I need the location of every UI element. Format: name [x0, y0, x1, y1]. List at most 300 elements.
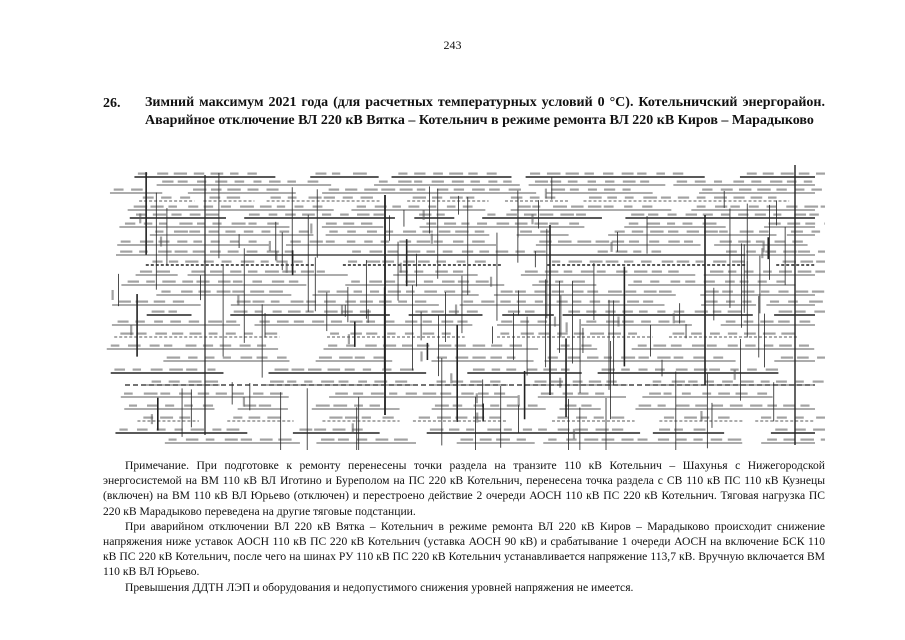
schematic-label-mark [370, 291, 379, 293]
schematic-label-mark [642, 206, 652, 208]
schematic-label-mark [676, 405, 690, 407]
schematic-label-mark [272, 281, 284, 283]
schematic-label-mark [676, 369, 688, 371]
schematic-label-mark [371, 393, 384, 395]
schematic-label-mark [432, 197, 442, 199]
schematic-label-mark [261, 231, 270, 233]
schematic-label-mark [357, 206, 366, 208]
schematic-label-mark [603, 173, 613, 175]
schematic-label-mark [348, 261, 357, 263]
schematic-label-mark [570, 189, 579, 191]
schematic-label-mark [786, 206, 797, 208]
schematic-label-mark [355, 357, 365, 359]
schematic-label-mark [151, 369, 163, 371]
schematic-label-mark [643, 301, 653, 303]
schematic-label-mark [733, 197, 744, 199]
schematic-label-mark [696, 261, 704, 263]
schematic-label-mark [692, 345, 705, 347]
schematic-label-mark [265, 271, 279, 273]
schematic-label-mark [476, 281, 489, 283]
schematic-label-mark [455, 304, 457, 314]
schematic-label-mark [449, 173, 463, 175]
schematic-label-mark [171, 214, 181, 216]
schematic-label-mark [710, 271, 723, 273]
schematic-label-mark [437, 381, 446, 383]
schematic-label-mark [273, 311, 282, 313]
schematic-label-mark [467, 311, 478, 313]
schematic-label-mark [649, 393, 661, 395]
schematic-label-mark [269, 181, 281, 183]
schematic-label-mark [809, 214, 818, 216]
schematic-label-mark [204, 381, 218, 383]
schematic-label-mark [369, 281, 382, 283]
schematic-label-mark [271, 197, 281, 199]
schematic-label-mark [175, 429, 183, 431]
schematic-label-mark [350, 321, 363, 323]
schematic-label-mark [783, 261, 796, 263]
schematic-label-mark [160, 236, 162, 246]
schematic-label-mark [196, 281, 209, 283]
schematic-label-mark [198, 393, 209, 395]
schematic-label-mark [470, 381, 482, 383]
schematic-label-mark [590, 261, 603, 263]
schematic-label-mark [615, 231, 625, 233]
schematic-label-mark [248, 271, 258, 273]
schematic-label-mark [124, 393, 133, 395]
schematic-label-mark [517, 439, 526, 441]
schematic-label-mark [557, 301, 568, 303]
schematic-label-mark [607, 197, 617, 199]
schematic-label-mark [223, 357, 231, 359]
schematic-label-mark [777, 417, 787, 419]
schematic-label-mark [664, 417, 674, 419]
schematic-label-mark [491, 345, 502, 347]
schematic-label-mark [221, 206, 231, 208]
schematic-label-mark [329, 417, 342, 419]
schematic-label-mark [318, 291, 330, 293]
schematic-label-mark [545, 189, 547, 199]
schematic-label-mark [776, 381, 787, 383]
schematic-label-mark [398, 301, 407, 303]
schematic-label-mark [414, 181, 422, 183]
schematic-label-mark [292, 369, 305, 371]
schematic-label-mark [726, 301, 735, 303]
schematic-label-mark [282, 271, 296, 273]
schematic-label-mark [394, 439, 408, 441]
schematic-label-mark [758, 281, 767, 283]
schematic-label-mark [265, 333, 277, 335]
schematic-label-mark [506, 214, 517, 216]
schematic-label-mark [768, 223, 780, 225]
schematic-label-mark [655, 369, 665, 371]
schematic-label-mark [139, 213, 141, 223]
schematic-label-mark [733, 181, 744, 183]
schematic-label-mark [481, 301, 494, 303]
schematic-label-mark [657, 311, 665, 313]
schematic-label-mark [209, 231, 219, 233]
schematic-label-mark [475, 261, 486, 263]
schematic-label-mark [773, 214, 781, 216]
schematic-label-mark [476, 413, 478, 423]
schematic-label-mark [728, 311, 742, 313]
schematic-label-mark [159, 223, 167, 225]
schematic-label-mark [566, 322, 568, 332]
schematic-label-mark [487, 429, 501, 431]
schematic-label-mark [755, 214, 766, 216]
schematic-label-mark [160, 393, 170, 395]
schematic-label-mark [800, 321, 811, 323]
schematic-label-mark [695, 405, 707, 407]
schematic-label-mark [584, 439, 598, 441]
schematic-label-mark [158, 251, 172, 253]
schematic-label-mark [650, 231, 663, 233]
schematic-label-mark [466, 429, 474, 431]
schematic-label-mark [407, 251, 421, 253]
schematic-label-mark [747, 369, 757, 371]
schematic-label-mark [548, 357, 558, 359]
schematic-label-mark [343, 223, 354, 225]
schematic-label-mark [515, 251, 524, 253]
schematic-label-mark [489, 417, 500, 419]
schematic-label-mark [309, 197, 322, 199]
schematic-label-mark [312, 321, 324, 323]
schematic-label-mark [186, 369, 197, 371]
schematic-label-mark [480, 439, 492, 441]
schematic-label-mark [324, 311, 337, 313]
schematic-label-mark [515, 291, 526, 293]
schematic-label-mark [435, 271, 448, 273]
schematic-label-mark [343, 197, 353, 199]
schematic-label-mark [799, 173, 810, 175]
schematic-label-mark [275, 369, 289, 371]
schematic-label-mark [804, 181, 812, 183]
schematic-label-mark [452, 181, 464, 183]
schematic-label-mark [146, 281, 155, 283]
schematic-label-mark [331, 321, 342, 323]
schematic-label-mark [400, 189, 413, 191]
schematic-label-mark [794, 214, 806, 216]
schematic-label-mark [120, 251, 132, 253]
schematic-label-mark [682, 393, 691, 395]
schematic-label-mark [381, 189, 395, 191]
schematic-label-mark [347, 231, 356, 233]
schematic-label-mark [345, 189, 357, 191]
schematic-label-mark [261, 261, 269, 263]
schematic-label-mark [492, 369, 500, 371]
schematic-label-mark [668, 241, 679, 243]
schematic-label-mark [137, 429, 148, 431]
schematic-label-mark [243, 397, 245, 407]
schematic-label-mark [133, 369, 141, 371]
schematic-label-mark [147, 405, 158, 407]
schematic-label-mark [722, 291, 733, 293]
schematic-label-mark [813, 381, 824, 383]
schematic-label-mark [450, 373, 452, 383]
schematic-label-mark [208, 321, 222, 323]
schematic-label-mark [761, 291, 770, 293]
schematic-label-mark [490, 381, 500, 383]
schematic-label-mark [566, 439, 576, 441]
page-number: 243 [443, 38, 462, 52]
schematic-label-mark [509, 189, 521, 191]
schematic-label-mark [111, 345, 120, 347]
schematic-label-mark [673, 173, 683, 175]
schematic-label-mark [812, 231, 821, 233]
schematic-label-mark [267, 417, 280, 419]
schematic-label-mark [461, 223, 469, 225]
schematic-label-mark [423, 393, 437, 395]
schematic-label-mark [329, 189, 339, 191]
schematic-label-mark [764, 345, 774, 347]
schematic-label-mark [551, 189, 565, 191]
schematic-label-mark [358, 381, 367, 383]
schematic-label-mark [658, 321, 669, 323]
schematic-label-mark [188, 206, 198, 208]
schematic-label-mark [206, 439, 215, 441]
schematic-label-mark [507, 357, 516, 359]
schematic-label-mark [759, 231, 769, 233]
schematic-label-mark [131, 189, 143, 191]
schematic-label-mark [471, 181, 480, 183]
schematic-label-mark [621, 439, 633, 441]
schematic-label-mark [702, 393, 711, 395]
schematic-label-mark [341, 305, 343, 315]
schematic-label-mark [136, 214, 147, 216]
schematic-label-mark [287, 381, 296, 383]
schematic-label-mark [387, 333, 395, 335]
schematic-label-mark [237, 296, 239, 306]
schematic-label-mark [713, 357, 723, 359]
schematic-label-mark [288, 311, 301, 313]
schematic-label-mark [306, 301, 316, 303]
schematic-label-mark [799, 345, 809, 347]
schematic-label-mark [659, 429, 670, 431]
schematic-label-mark [678, 197, 689, 199]
schematic-label-mark [414, 271, 423, 273]
schematic-label-mark [700, 411, 702, 421]
schematic-label-mark [590, 333, 604, 335]
schematic-label-mark [734, 370, 736, 380]
schematic-label-mark [160, 417, 173, 419]
schematic-label-mark [705, 291, 718, 293]
schematic-label-mark [346, 345, 354, 347]
schematic-label-mark [382, 369, 391, 371]
schematic-label-mark [252, 281, 262, 283]
schematic-label-mark [233, 281, 242, 283]
schematic-label-mark [489, 189, 500, 191]
schematic-label-mark [740, 231, 754, 233]
schematic-label-mark [741, 381, 754, 383]
schematic-label-mark [249, 417, 261, 419]
schematic-label-mark [168, 311, 176, 313]
schematic-label-mark [468, 173, 477, 175]
schematic-label-mark [442, 281, 455, 283]
schematic-label-mark [783, 439, 794, 441]
schematic-label-mark [352, 251, 361, 253]
schematic-label-mark [260, 206, 272, 208]
schematic-label-mark [622, 173, 634, 175]
schematic-label-mark [651, 251, 661, 253]
schematic-label-mark [730, 206, 739, 208]
schematic-label-mark [269, 291, 283, 293]
schematic-label-mark [190, 333, 202, 335]
schematic-label-mark [382, 261, 394, 263]
schematic-label-mark [277, 321, 289, 323]
schematic-label-mark [197, 223, 205, 225]
schematic-label-mark [383, 417, 394, 419]
schematic-label-mark [317, 271, 325, 273]
schematic-label-mark [211, 241, 220, 243]
schematic-label-mark [152, 261, 162, 263]
schematic-label-mark [594, 417, 604, 419]
schematic-label-mark [525, 311, 535, 313]
schematic-label-mark [328, 369, 341, 371]
schematic-label-mark [285, 251, 293, 253]
schematic-label-mark [161, 291, 170, 293]
schematic-label-mark [473, 369, 485, 371]
schematic-label-mark [420, 351, 422, 361]
schematic-label-mark [756, 241, 765, 243]
schematic-label-mark [259, 321, 269, 323]
schematic-label-mark [798, 251, 810, 253]
schematic-label-mark [534, 381, 546, 383]
schematic-label-mark [589, 197, 602, 199]
schematic-label-mark [299, 231, 309, 233]
schematic-label-mark [247, 251, 258, 253]
schematic-label-mark [185, 261, 198, 263]
schematic-label-mark [671, 345, 682, 347]
schematic-label-mark [130, 325, 132, 335]
schematic-label-mark [788, 301, 798, 303]
schematic-label-mark [530, 173, 540, 175]
schematic-label-mark [403, 231, 416, 233]
schematic-label-mark [362, 417, 371, 419]
schematic-label-mark [813, 429, 825, 431]
schematic-label-mark [177, 241, 187, 243]
schematic-label-mark [804, 206, 818, 208]
schematic-label-mark [415, 301, 426, 303]
schematic-label-mark [316, 405, 330, 407]
schematic-label-mark [112, 290, 114, 300]
schematic-label-mark [625, 291, 636, 293]
schematic-label-mark [787, 223, 800, 225]
schematic-label-mark [766, 369, 778, 371]
schematic-label-mark [170, 321, 181, 323]
schematic-label-mark [419, 417, 430, 419]
schematic-label-mark [576, 417, 587, 419]
schematic-label-mark [155, 333, 167, 335]
schematic-label-mark [749, 206, 759, 208]
schematic-label-mark [345, 369, 355, 371]
schematic-label-mark [596, 241, 610, 243]
schematic-label-mark [695, 311, 708, 313]
schematic-label-mark [628, 333, 637, 335]
schematic-label-mark [625, 197, 634, 199]
schematic-label-mark [227, 197, 240, 199]
schematic-label-mark [157, 173, 168, 175]
schematic-label-mark [714, 181, 722, 183]
schematic-label-mark [361, 197, 373, 199]
schematic-label-mark [648, 214, 658, 216]
schematic-label-mark [269, 214, 278, 216]
schematic-label-mark [624, 261, 633, 263]
schematic-label-mark [189, 321, 199, 323]
schematic-label-mark [226, 333, 236, 335]
schematic-label-mark [364, 241, 372, 243]
schematic-label-mark [405, 321, 417, 323]
schematic-label-mark [248, 223, 256, 225]
schematic-label-mark [497, 223, 510, 225]
schematic-label-mark [684, 417, 697, 419]
schematic-label-mark [650, 281, 659, 283]
schematic-label-mark [423, 321, 432, 323]
schematic-label-mark [640, 181, 649, 183]
schematic-label-mark [431, 311, 443, 313]
schematic-label-mark [596, 429, 609, 431]
schematic-label-mark [438, 345, 451, 347]
note-paragraph-3: Превышения ДДТН ЛЭП и оборудования и недопустимого снижения уровней напряжения не имеется. [125, 580, 634, 594]
schematic-label-mark [179, 417, 190, 419]
schematic-label-mark [301, 271, 314, 273]
schematic-label-mark [373, 214, 383, 216]
schematic-label-mark [385, 231, 393, 233]
schematic-label-mark [244, 333, 253, 335]
schematic-label-mark [588, 181, 596, 183]
schematic-label-mark [661, 197, 671, 199]
schematic-label-mark [295, 206, 304, 208]
schematic-label-mark [285, 214, 296, 216]
schematic-label-mark [366, 321, 375, 323]
schematic-label-mark [212, 429, 221, 431]
schematic-label-mark [388, 251, 399, 253]
schematic-label-mark [765, 251, 776, 253]
schematic-label-mark [337, 291, 348, 293]
schematic-label-mark [450, 197, 463, 199]
schematic-label-mark [572, 281, 585, 283]
schematic-label-mark [736, 393, 748, 395]
schematic-label-mark [688, 381, 697, 383]
schematic-label-mark [278, 439, 291, 441]
schematic-label-mark [558, 429, 570, 431]
schematic-label-mark [315, 173, 326, 175]
schematic-label-mark [668, 271, 679, 273]
schematic-label-mark [322, 214, 331, 216]
schematic-label-mark [747, 173, 757, 175]
schematic-label-mark [559, 378, 561, 388]
schematic-label-mark [715, 206, 727, 208]
schematic-label-mark [693, 439, 702, 441]
schematic-label-mark [173, 301, 184, 303]
schematic-label-mark [738, 241, 750, 243]
schematic-label-mark [721, 189, 733, 191]
schematic-label-mark [354, 291, 362, 293]
schematic-label-mark [775, 429, 787, 431]
schematic-label-mark [800, 405, 809, 407]
schematic-label-mark [684, 241, 693, 243]
schematic-label-mark [350, 333, 362, 335]
schematic-label-mark [329, 231, 337, 233]
schematic-label-mark [568, 311, 580, 313]
schematic-label-mark [500, 333, 509, 335]
schematic-label-mark [179, 223, 192, 225]
schematic-label-mark [744, 333, 756, 335]
schematic-label-mark [310, 241, 323, 243]
schematic-label-mark [527, 369, 537, 371]
schematic-label-mark [554, 317, 556, 327]
schematic-label-mark [150, 345, 160, 347]
schematic-label-mark [286, 263, 288, 273]
schematic-label-mark [457, 321, 467, 323]
